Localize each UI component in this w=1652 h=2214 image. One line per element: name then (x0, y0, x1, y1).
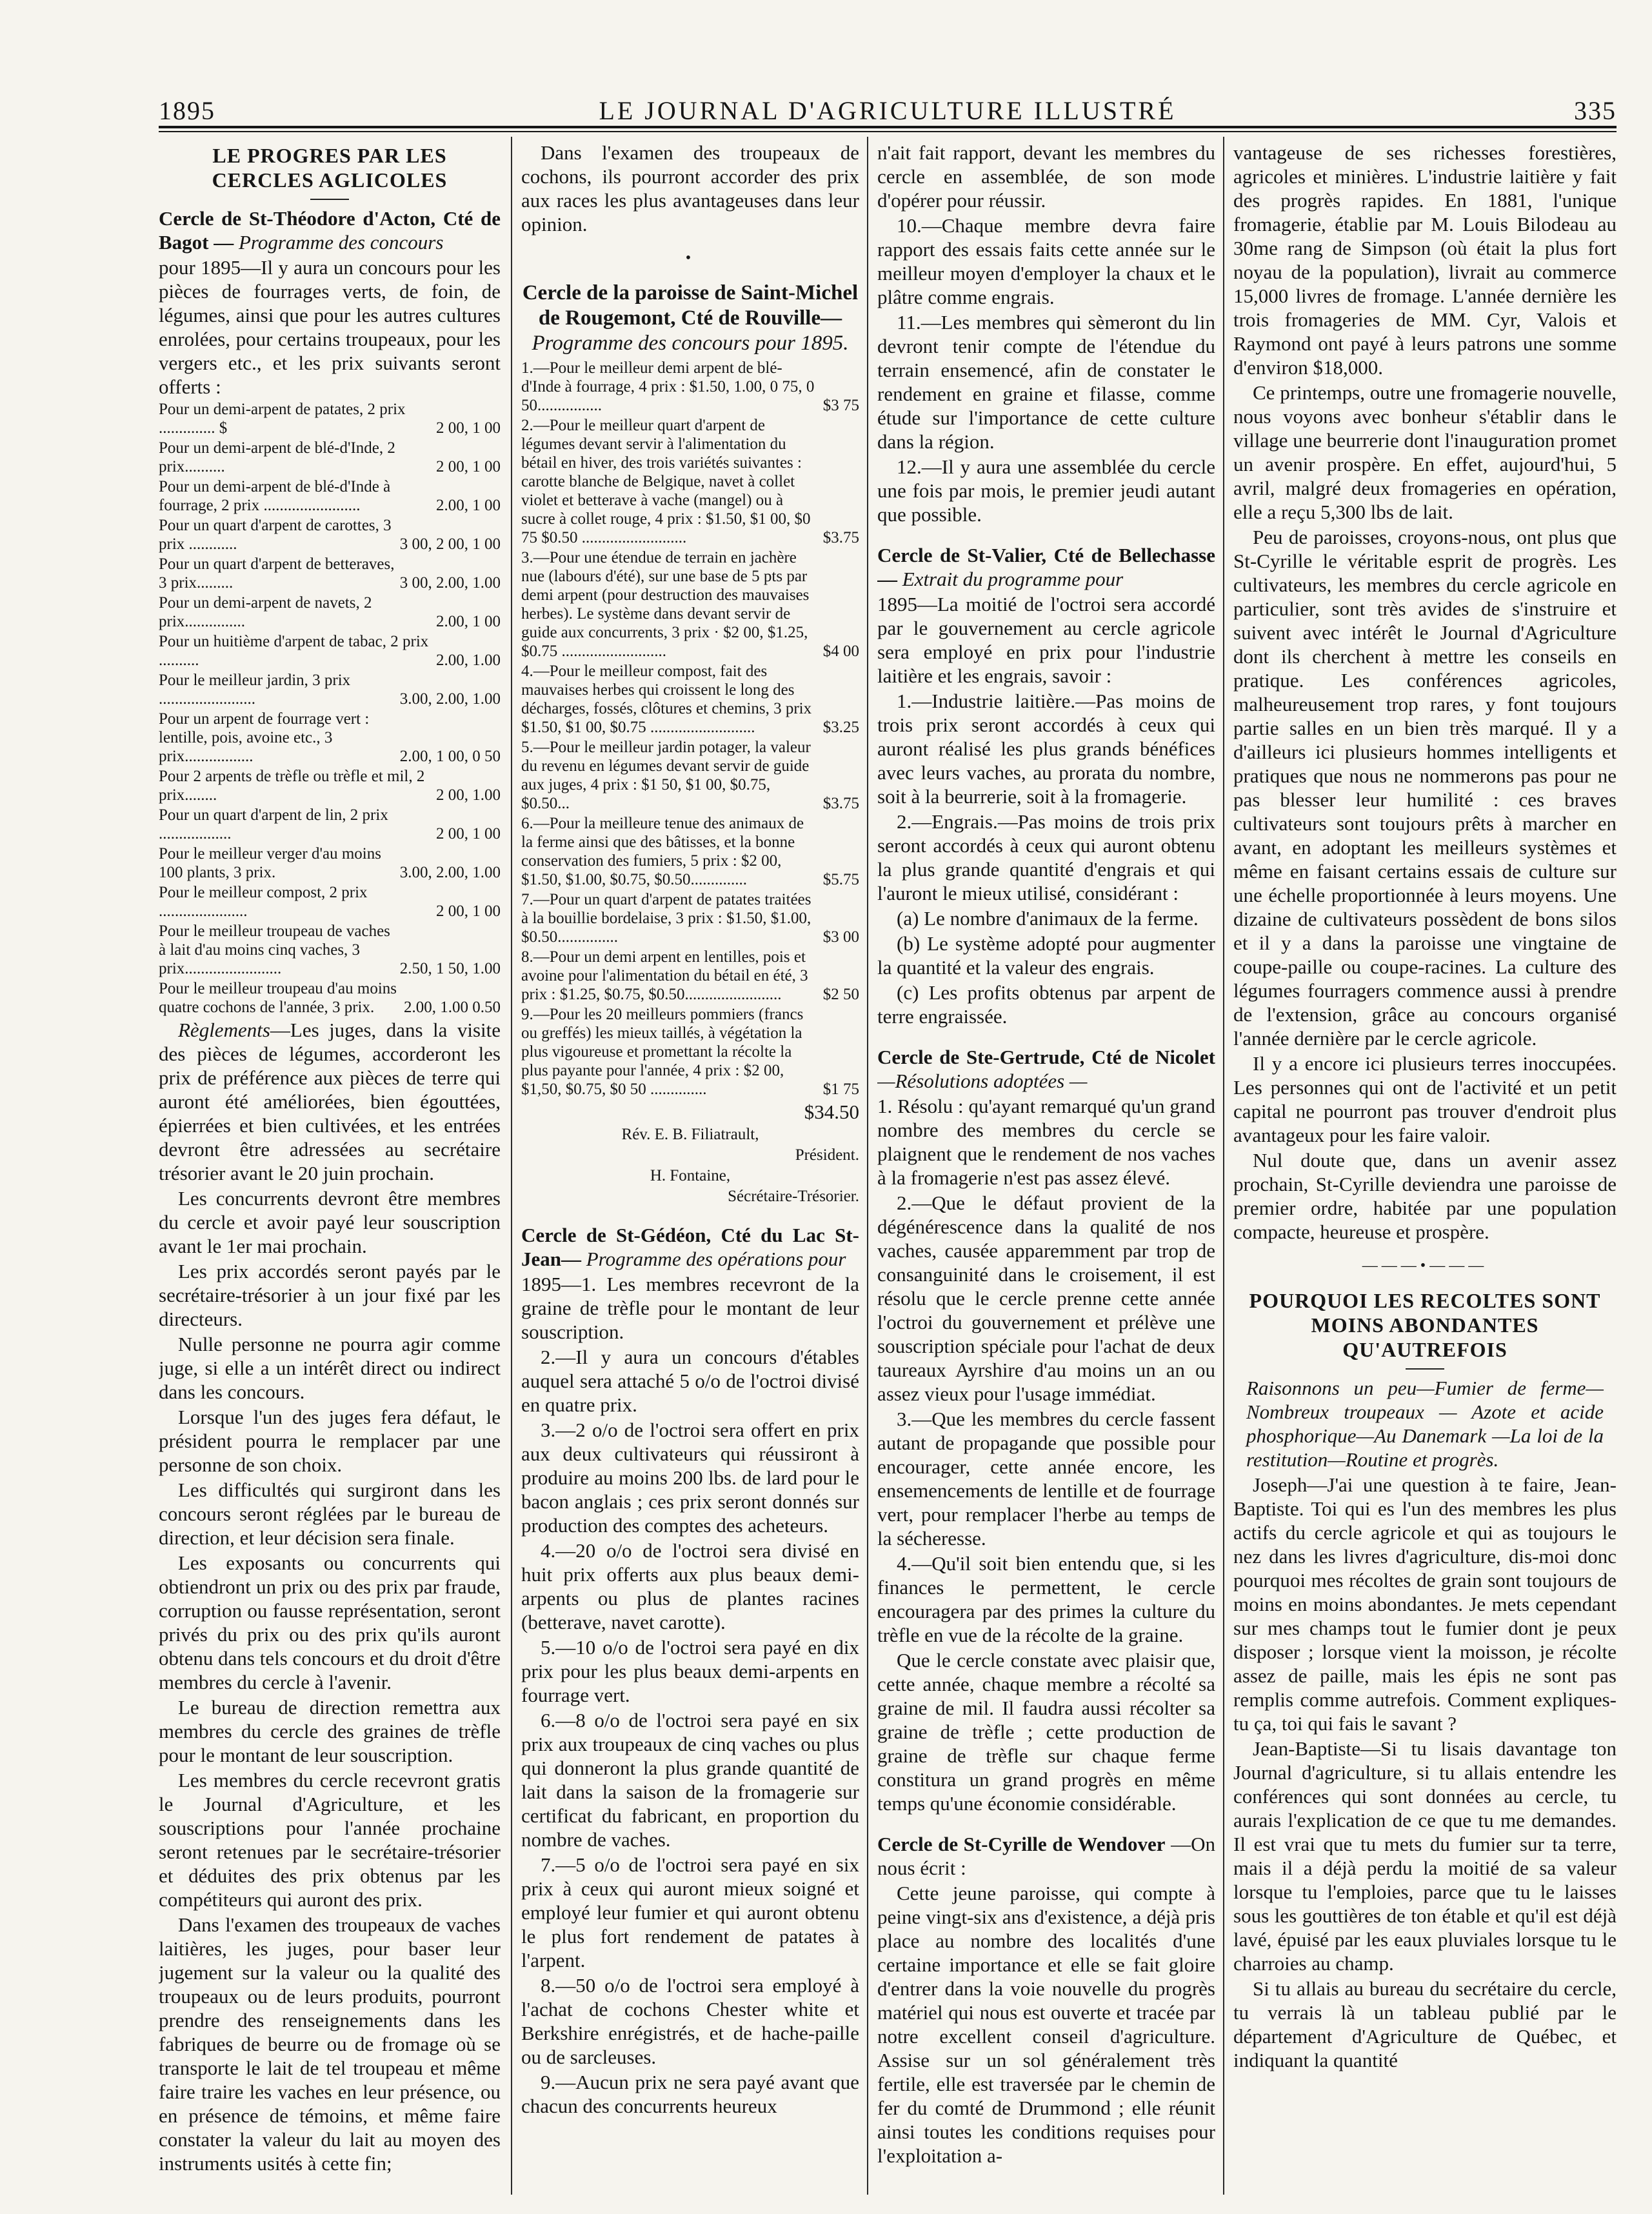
paragraph: Joseph—J'ai une question à te faire, Jean-Baptiste. Toi qui es l'un des membres les plus actifs du cercle agricole et qui as toujours le nez dans les livres d'agriculture, dis-moi donc pourquoi mes récoltes de grain sont toujours de moins en moins abondantes. Je mets cependant sur mes champs tout le fumier dont je peux disposer ; lorsque vient la moisson, je récolte assez de paille, mais les épis ne sont pas remplis comme autrefois. Comment expliques-tu ça, toi qui fais le savant ? (1233, 1473, 1617, 1735)
prize-amount: 2 00, 1 00 (436, 825, 501, 843)
prize-entry (159, 671, 501, 708)
paragraph: pour 1895—Il y aura un concours pour les pièces de fourrages verts, de foin, de légumes, ainsi que pour les autres cultures enrolées, pour certains troupeaux, pour les vergers etc., et les prix suivants seront offerts : (159, 256, 501, 398)
prize-entry (159, 844, 501, 882)
paragraph: Les prix accordés seront payés par le secrétaire-trésorier à un jour fixé par les directeurs. (159, 1260, 501, 1330)
paragraph: (a) Le nombre d'animaux de la ferme. (897, 907, 1199, 930)
prize-entry (159, 922, 501, 978)
ornament: • (685, 250, 695, 266)
prize-amount: 2.50, 1 50, 1.00 (399, 960, 501, 977)
paragraph: 4.—20 o/o de l'octroi sera divisé en huit prix offerts aux plus beaux demi-arpents ou plus de plantes racines (betterave, navet carotte). (521, 1539, 859, 1633)
prize-entry (521, 548, 859, 661)
prize-description: 6.—Pour la meilleure tenue des animaux de la ferme ainsi que des bâtisses, et la bonne conservation des fumiers, 5 prix : $2 00, $1.50, $1.00, $0.75, $0.50.............. (521, 815, 804, 888)
heading-subtitle: Extrait du programme pour (902, 568, 1124, 590)
prize-entry (159, 516, 501, 554)
paragraph: 12.—Il y aura une assemblée du cercle une fois par mois, le premier jeudi autant que possible. (877, 455, 1215, 526)
paragraph: 4.—Qu'il soit bien entendu que, si les finances le permettent, le cercle encouragera par des primes la culture du trèfle en vue de la récolte de la graine. (877, 1552, 1215, 1646)
prize-amount: 2 00, 1 00 (436, 419, 501, 437)
paragraph: Il y a encore ici plusieurs terres inoccupées. Les personnes qui ont de l'activité et un petit capital ne pourront pas trouver d'endroit plus avantageux pour les faire valoir. (1233, 1052, 1617, 1146)
prize-description: 9.—Pour les 20 meilleurs pommiers (francs ou greffés) les mieux taillés, à végétation la plus vigoureuse et promettant la récolte la plus payante pour l'année, 4 prix : $2 00, $1,50, $0.75, $0 50 .............. (521, 1006, 804, 1098)
prize-description: Pour un quart d'arpent de carottes, 3 prix ............ (159, 517, 392, 553)
prize-entry (521, 662, 859, 737)
prize-amount: 3 00, 2.00, 1.00 (399, 574, 501, 592)
header-rule-thin (159, 131, 1617, 132)
heading-subtitle: Programme des concours pour 1895. (532, 332, 849, 355)
prize-description: 4.—Pour le meilleur compost, fait des mauvaises herbes qui croissent le long des décharges, fossés, clôtures et chemins, 3 prix $1.50, $1 00, $0.75 .......................... (521, 663, 812, 736)
prize-entry (159, 555, 501, 592)
prize-amount: 2.00, 1 00 (436, 613, 501, 630)
title-rule (1406, 1368, 1444, 1370)
prize-description: Pour un demi-arpent de patates, 2 prix .............. $ (159, 401, 406, 437)
paragraph: 6.—8 o/o de l'octroi sera payé en six prix aux troupeaux de cinq vaches ou plus qui donneront la plus grande quantité de lait dans la saison de la fromagerie sur certificat du fabricant, en proportion du nombre de vaches. (521, 1709, 859, 1851)
prize-entry (159, 710, 501, 766)
article-heading (877, 543, 1215, 591)
prize-amount: 3.00, 2.00, 1.00 (399, 864, 501, 881)
paragraph: Cette jeune paroisse, qui compte à peine vingt-six ans d'existence, a déjà pris place au nombre des localités d'une certaine importance et elle se fait gloire d'entrer dans la voie nouvelle du progrès matériel qui nous est ouverte et tracée par notre excellent conseil d'agriculture. Assise sur un sol généralement très fertile, elle est traversée par le chemin de fer du comté de Drummond ; elle réunit ainsi toutes les conditions requises pour l'exploitation a- (877, 1882, 1215, 2167)
prize-amount: $3.75 (822, 795, 859, 812)
prize-description: Pour un demi-arpent de blé-d'Inde, 2 prix.......... (159, 439, 395, 475)
prize-description: 2.—Pour le meilleur quart d'arpent de légumes devant servir à l'alimentation du bétail en hiver, des trois variétés suivantes : carotte blanche de Belgique, navet à collet violet et betterave à vache (mangel) ou à sucre à collet rouge, 4 prix : $1.50, $1 00, $0 75 $0.50 .......................... (521, 417, 811, 546)
paragraph: n'ait fait rapport, devant les membres du cercle en assemblée, de son mode d'opérer pour réussir. (877, 141, 1215, 212)
paragraph: 2.—Il y aura un concours d'étables auquel sera attaché 5 o/o de l'octroi divisé en quatre prix. (521, 1346, 859, 1416)
prize-entry (159, 439, 501, 476)
prize-description: Pour le meilleur jardin, 3 prix ........................ (159, 672, 351, 708)
heading-subtitle: Programme des concours (239, 231, 444, 254)
article-summary: Raisonnons un peu—Fumier de ferme—Nombreux troupeaux — Azote et acide phosphorique—Au Danemark —La loi de la restitution—Routine et progrès. (1246, 1377, 1604, 1471)
header-page-number: 335 (1574, 96, 1617, 125)
paragraph: (c) Les profits obtenus par arpent de terre engraissée. (877, 981, 1215, 1028)
prize-entry (521, 948, 859, 1004)
paragraph: 2.—Engrais.—Pas moins de trois prix seront accordés à ceux qui auront obtenu la plus grande quantité d'engrais et qui l'auront le mieux utilisé, considérant : (877, 810, 1215, 904)
prize-list (159, 400, 501, 1017)
paragraph: Nul doute que, dans un avenir assez prochain, St-Cyrille deviendra une paroisse de premier ordre, habitée par une population compacte, heureuse et prospère. (1233, 1149, 1617, 1243)
prize-entry (521, 1005, 859, 1099)
prize-entry (159, 806, 501, 843)
prize-description: 7.—Pour un quart d'arpent de patates traitées à la bouillie bordelaise, 3 prix : $1.50, $1.00, $0.50............... (521, 891, 811, 946)
prize-amount: 2 00, 1 00 (436, 458, 501, 475)
column-1 (159, 141, 501, 2192)
prize-description: Pour un quart d'arpent de lin, 2 prix .................. (159, 806, 388, 843)
header-year: 1895 (159, 96, 215, 125)
signature-role: Président. (795, 1146, 859, 1164)
paragraph: Ce printemps, outre une fromagerie nouvelle, nous voyons avec bonheur s'établir dans le village une beurrerie dont l'inauguration promet un avenir prospère. En effet, aujourd'hui, 5 avril, malgré deux fromageries en opération, elle a reçu 5,300 lbs de lait. (1233, 381, 1617, 523)
paragraph: 9.—Aucun prix ne sera payé avant que chacun des concurrents heureux (521, 2071, 859, 2117)
paragraph: Jean-Baptiste—Si tu lisais davantage ton Journal d'agriculture, si tu allais entendre les conférences qui sont données au cercle, tu aurais l'explication de ce que tu me demandes. Il est vrai que tu mets du fumier sur ta terre, mais il a déjà perdu la moitié de sa valeur lorsque tu l'emploies, parce que tu le laisses sous les gouttières de ton étable et qu'il est déjà lavé, épuisé par les eaux pluviales lorsque tu le charroies au champ. (1233, 1737, 1617, 1975)
prize-description: 8.—Pour un demi arpent en lentilles, pois et avoine pour l'alimentation du bétail en été, 3 prix : $1.25, $0.75, $0.50........................ (521, 948, 808, 1003)
column-3 (877, 141, 1215, 2192)
paragraph: 1.—Industrie laitière.—Pas moins de trois prix seront accordés à ceux qui auront réalisé les plus grands bénéfices avec leurs vaches, au prorata du nombre, soit à la beurrerie, soit à la fromagerie. (877, 690, 1215, 808)
prize-amount: 2.00, 1 00 (436, 497, 501, 514)
heading-text: Cercle de St-Valier, Cté de Bellechasse— (877, 544, 1215, 590)
paragraph: Dans l'examen des troupeaux de cochons, ils pourront accorder des prix aux races les plus avantageuses dans leur opinion. (521, 141, 859, 235)
signature-name: Rév. E. B. Filiatrault, (621, 1126, 759, 1143)
paragraph: 1895—1. Les membres recevront de la graine de trèfle pour le montant de leur souscription. (521, 1273, 859, 1343)
paragraph: Les exposants ou concurrents qui obtiendront un prix ou des prix par fraude, corruption ou fausse représentation, seront privés du prix ou des prix qu'ils auront obtenu dans tels concours et du droit d'être membres du cercle à l'avenir. (159, 1551, 501, 1693)
heading-text: Cercle de St-Gédéon, Cté du Lac St-Jean— (521, 1224, 859, 1270)
article-heading (159, 206, 501, 254)
prize-description: Pour un huitième d'arpent de tabac, 2 prix .......... (159, 633, 429, 669)
heading-text: Cercle de la paroisse de Saint-Michel de Rougemont, Cté de Rouville— (522, 281, 859, 330)
prize-amount: 3 00, 2 00, 1 00 (399, 535, 501, 553)
header-title: LE JOURNAL D'AGRICULTURE ILLUSTRÉ (599, 96, 1177, 125)
heading-subtitle: —On nous écrit : (877, 1833, 1215, 1879)
paragraph: 5.—10 o/o de l'octroi sera payé en dix prix pour les plus beaux demi-arpents en fourrage vert. (521, 1636, 859, 1706)
paragraph: Lorsque l'un des juges fera défaut, le président pourra le remplacer par une personne de son choix. (159, 1406, 501, 1476)
prize-amount: 2.00, 1.00 (436, 652, 501, 669)
heading-subtitle: —Résolutions adoptées — (877, 1070, 1088, 1092)
prize-entry (159, 632, 501, 670)
ornament-separator: ———•——— (1362, 1257, 1488, 1274)
prize-entry (159, 979, 501, 1017)
prize-description: Pour un demi-arpent de blé-d'Inde à fourrage, 2 prix ........................ (159, 478, 391, 514)
paragraph: Si tu allais au bureau du secrétaire du cercle, tu verrais là un tableau publié par le département d'Agriculture de Québec, et indiquant la quantité (1233, 1977, 1617, 2071)
prize-entry (159, 883, 501, 921)
paragraph: Peu de paroisses, croyons-nous, ont plus que St-Cyrille le véritable esprit de progrès. Les cultivateurs, les membres du cercle agricole en particulier, sont très avides de s'instruire et suivent avec intérêt le Journal d'Agriculture dont ils cherchent à mettre les conseils en pratique. Les conférences agricoles, malheureusement trop rares, y font toujours partie salles en un bien très marqué. Il y a d'ailleurs ici plusieurs hommes intelligents et pratiques que nous ne nommerons pas pour ne pas blesser leur humilité : ces braves cultivateurs sont toujours prêts à marcher en avant, en adoptant les meilleurs systèmes et même en faisant certains essais de culture sur une échelle proportionnée à leurs moyens. Une dizaine de cultivateurs possèdent de bons silos et il y a dans la paroisse une vingtaine de coupe-paille ou coupe-racines. La culture des légumes fourragers commence aussi à prendre de l'extension, grâce au concours organisé l'année dernière par le cercle agricole. (1233, 526, 1617, 1050)
paragraph: Nulle personne ne pourra agir comme juge, si elle a un intérêt direct ou indirect dans les concours. (159, 1333, 501, 1403)
rules-paragraph (159, 1018, 501, 1185)
prize-list (521, 359, 859, 1099)
rules-lead: Règlements (178, 1019, 270, 1041)
article-heading (877, 1832, 1215, 1880)
title-rule (310, 199, 349, 200)
paragraph: 11.—Les membres qui sèmeront du lin devront tenir compte de l'étendue du terrain ensemencé, afin de constater le rendement en graine et filasse, comme étude sur l'importance de cette culture dans la région. (877, 311, 1215, 453)
prize-description: Pour le meilleur troupeau d'au moins quatre cochons de l'année, 3 prix. (159, 980, 397, 1016)
prize-amount: $3.25 (822, 719, 859, 736)
heading-text: Cercle de Ste-Gertrude, Cté de Nicolet (877, 1046, 1215, 1068)
heading-text: Cercle de St-Cyrille de Wendover (877, 1833, 1166, 1855)
prize-entry (521, 738, 859, 813)
paragraph: Les membres du cercle recevront gratis le Journal d'Agriculture, et les souscriptions pour l'année prochaine seront retenues par le secrétaire-trésorier et déduites des prix obtenus par les compétiteurs qui auront des prix. (159, 1769, 501, 1911)
prize-description: Pour le meilleur compost, 2 prix ...................... (159, 884, 368, 920)
paragraph: 2.—Que le défaut provient de la dégénérescence dans la qualité de nos vaches, causée apparemment par trop de consanguinité dans le croisement, il est résolu que le cercle prenne cette année l'octroi du gouvernement et prélève une souscription spéciale pour l'achat de deux taureaux Ayrshire d'au moins un an ou assez vieux pour l'usage immédiat. (877, 1192, 1215, 1405)
prize-entry (159, 593, 501, 631)
prize-amount: 2 00, 1.00 (436, 786, 501, 804)
prize-total: $34.50 (804, 1101, 859, 1123)
header-rule-thick (159, 126, 1617, 128)
prize-entry (521, 814, 859, 889)
prize-amount: $5.75 (822, 871, 859, 888)
heading-subtitle: Programme des opérations pour (586, 1248, 846, 1270)
running-header (159, 95, 1617, 125)
column-divider (511, 137, 512, 2195)
prize-amount: $4 00 (822, 643, 859, 660)
prize-entry (521, 890, 859, 946)
paragraph: Le bureau de direction remettra aux membres du cercle des graines de trèfle pour le montant de leur souscription. (159, 1696, 501, 1766)
heading-text: Cercle de St-Théodore d'Acton, Cté de Bagot — (159, 207, 501, 254)
paragraph: Dans l'examen des troupeaux de vaches laitières, les juges, pour baser leur jugement sur la valeur ou la qualité des troupeaux ou de leurs produits, pourront prendre des renseignements dans les fabriques de beurre ou de fromage où se transporte le lait de tel troupeau et même faire traire les vaches en leur présence, ou en présence de témoins, et même faire constater la valeur du lait au moyen des instruments usités à cette fin; (159, 1913, 501, 2175)
section-title: LE PROGRES PAR LES CERCLES AGLICOLES (212, 144, 448, 192)
prize-description: Pour 2 arpents de trèfle ou trèfle et mil, 2 prix........ (159, 768, 425, 804)
signature-name: H. Fontaine, (650, 1167, 731, 1184)
paragraph: vantageuse de ses richesses forestières, agricoles et minières. L'industrie laitière y fait des progrès rapides. En 1881, l'unique fromagerie, établie par M. Louis Bilodeau au 30me rang de Simpson (où était la plus fort noyau de la population), livrait au commerce 15,000 livres de fromage. L'année dernière les trois fromageries de MM. Cyr, Valois et Raymond ont payé à leurs patrons une somme d'environ $18,000. (1233, 141, 1617, 379)
prize-amount: $3.75 (822, 529, 859, 546)
paragraph: 1895—La moitié de l'octroi sera accordé par le gouvernement au cercle agricole sera employé en prix pour l'industrie laitière et les engrais, savoir : (877, 593, 1215, 687)
paragraph: 8.—50 o/o de l'octroi sera employé à l'achat de cochons Chester white et Berkshire enrégistrés, et de hache-paille ou de sarcleuses. (521, 1974, 859, 2068)
article-heading (521, 281, 859, 356)
column-divider (1223, 137, 1224, 2195)
prize-description: Pour un quart d'arpent de betteraves, 3 prix......... (159, 555, 395, 592)
prize-description: 1.—Pour le meilleur demi arpent de blé-d'Inde à fourrage, 4 prix : $1.50, 1.00, 0 75, 0 50................ (521, 359, 815, 414)
prize-description: Pour le meilleur troupeau de vaches à lait d'au moins cinq vaches, 3 prix........................ (159, 922, 390, 977)
prize-amount: $3 00 (822, 928, 859, 946)
prize-entry (159, 477, 501, 515)
paragraph: 1. Résolu : qu'ayant remarqué qu'un grand nombre des membres du cercle se plaignent que le rendement de nos vaches à la fromagerie n'est pas assez élevé. (877, 1095, 1215, 1189)
column-2 (521, 141, 859, 2192)
paragraph: 10.—Chaque membre devra faire rapport des essais faits cette année sur le meilleur moyen d'employer la chaux et le plâtre comme engrais. (877, 214, 1215, 308)
section-title: POURQUOI LES RECOLTES SONT MOINS ABONDANTES QU'AUTREFOIS (1249, 1289, 1601, 1361)
prize-entry (159, 767, 501, 804)
column-4 (1233, 141, 1617, 2192)
prize-entry (521, 359, 859, 415)
paragraph: Les difficultés qui surgiront dans les concours seront réglées par le bureau de direction, et leur décision sera finale. (159, 1479, 501, 1549)
prize-description: Pour le meilleur verger d'au moins 100 plants, 3 prix. (159, 845, 381, 881)
prize-description: Pour un demi-arpent de navets, 2 prix............... (159, 594, 372, 630)
prize-amount: $1 75 (822, 1081, 859, 1098)
prize-description: Pour un arpent de fourrage vert : lentille, pois, avoine etc., 3 prix................. (159, 710, 370, 765)
prize-description: 5.—Pour le meilleur jardin potager, la valeur du revenu en légumes devant servir de guide aux juges, 4 prix : $1 50, $1 00, $0.75, $0.50... (521, 739, 811, 812)
prize-description: 3.—Pour une étendue de terrain en jachère nue (labours d'été), sur une base de 5 pts par demi arpent (pour destruction des mauvaises herbes). Le système dans devant servir de guide aux concurrents, 3 prix · $2 00, $1.25, $0.75 .......................... (521, 549, 810, 660)
article-heading (877, 1045, 1215, 1093)
rules-text: —Les juges, dans la visite des pièces de légumes, accorderont les prix de préférence aux pièces de terre qui auront été améliorées, bien égouttées, épierrées et bien cultivées, et les entrées devront être adressées au secrétaire trésorier avant le 20 juin prochain. (159, 1019, 501, 1184)
paragraph: 7.—5 o/o de l'octroi sera payé en six prix à ceux qui auront mieux soigné et employé leur fumier et qui auront obtenu le plus fort rendement de patates à l'arpent. (521, 1853, 859, 1971)
prize-amount: 2.00, 1.00 0.50 (404, 999, 501, 1016)
prize-entry (159, 400, 501, 437)
prize-amount: $2 50 (822, 986, 859, 1003)
prize-amount: 2 00, 1 00 (436, 903, 501, 920)
prize-amount: 2.00, 1 00, 0 50 (399, 748, 501, 765)
column-divider (867, 137, 868, 2195)
paragraph: (b) Le système adopté pour augmenter la quantité et la valeur des engrais. (877, 932, 1215, 979)
signature-role: Sécrétaire-Trésorier. (728, 1188, 859, 1205)
article-heading (521, 1223, 859, 1271)
paragraph: 3.—Que les membres du cercle fassent autant de propagande que possible pour encourager, cette année encore, les ensemencements de lentille et de fourrage vert, pour remplacer l'herbe au temps de la sécheresse. (877, 1408, 1215, 1550)
prize-entry (521, 416, 859, 547)
paragraph: Les concurrents devront être membres du cercle et avoir payé leur souscription avant le 1er mai prochain. (159, 1187, 501, 1257)
paragraph: 3.—2 o/o de l'octroi sera offert en prix aux deux cultivateurs qui réussiront à produire au moins 200 lbs. de lard pour le bacon anglais ; ces prix seront donnés sur production des comptes des acheteurs. (521, 1419, 859, 1537)
prize-amount: $3 75 (822, 397, 859, 414)
prize-amount: 3.00, 2.00, 1.00 (399, 690, 501, 708)
paragraph: Que le cercle constate avec plaisir que, cette année, chaque membre a récolté sa graine de mil. Il faudra aussi récolter sa graine de trèfle ; cette production de graine de trèfle sur chaque ferme constitura un grand progrès en même temps qu'une économie considérable. (877, 1649, 1215, 1815)
